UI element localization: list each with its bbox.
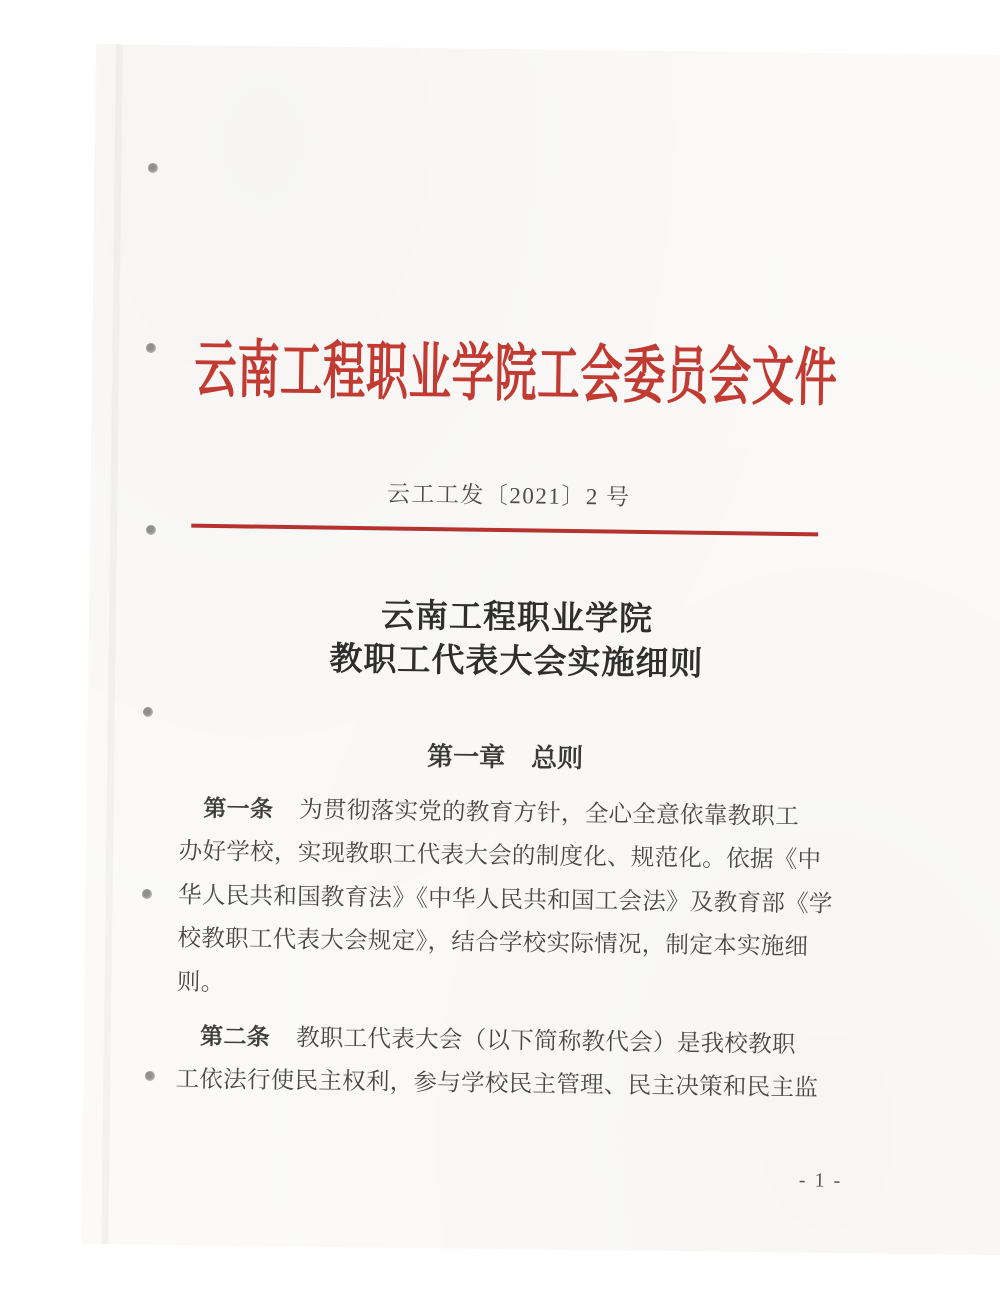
article-1-label: 第一条 [203,795,273,822]
page-number: - 1 - [692,1166,842,1194]
article-2-line: 工依法行使民主权利，参与学校民主管理、民主决策和民主监 [175,1063,855,1106]
document-number: 云工工发〔2021〕2 号 [189,477,829,516]
chapter-number: 第一章 [427,742,505,772]
article-2-label: 第二条 [200,1023,270,1050]
article-1-text: 为贯彻落实党的教育方针，全心全意依靠教职工 [299,797,799,830]
chapter-name: 总则 [531,743,583,773]
article-1-first-line [179,791,883,836]
article-1-line: 办好学校，实现教职工代表大会的制度化、规范化。依据《中 [178,835,858,878]
document-title-line1: 云南工程职业学院 [197,594,837,643]
chapter-heading [185,737,825,780]
article-2-text: 教职工代表大会（以下简称教代会）是我校教职 [296,1025,796,1058]
article-1-line: 华人民共和国教育法》《中华人民共和国工会法》及教育部《学 [178,879,858,922]
article-1-line: 则。 [177,966,857,1009]
red-separator-rule [191,524,818,537]
article-1-line: 校教职工代表大会规定》，结合学校实际情况，制定本实施细 [177,922,857,965]
document-title-line2: 教职工代表大会实施细则 [196,638,836,687]
article-2-first-line [176,1019,880,1064]
red-header-banner: 云南工程职业学院工会委员会文件 [194,337,828,412]
